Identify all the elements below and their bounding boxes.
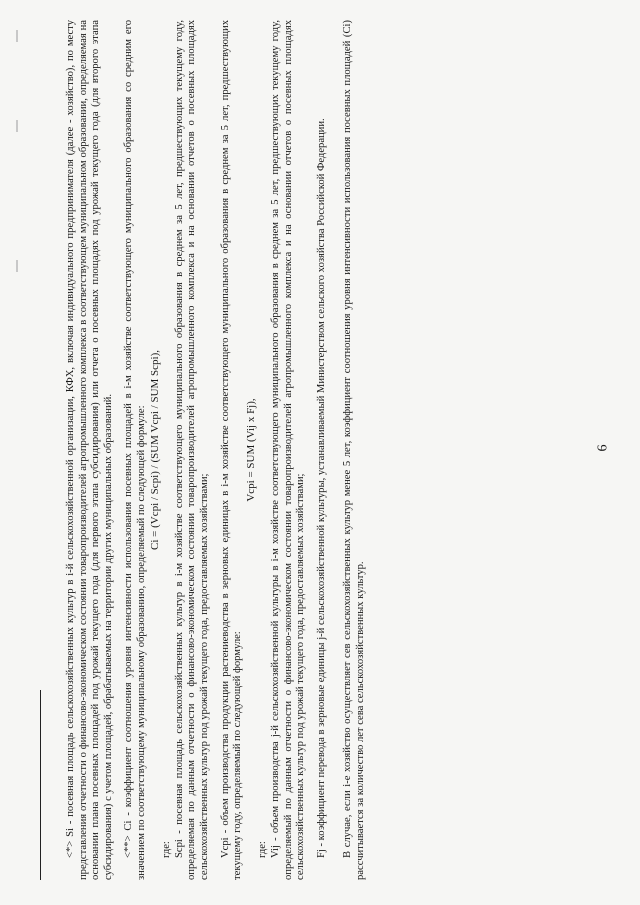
scan-mark [16, 30, 18, 42]
page-number: 6 [595, 444, 611, 452]
where-label: где: [257, 841, 269, 858]
footnote-si: <*> Si - посевная площадь сельскохозяйственных культур в i-й сельскохозяйственной организации, КФХ, включая индивидуального предпринимателя (далее - хозяйство), по месту представления отчетности о финансово-экономическом состоянии товаропроизводителей агропромышленного комплекса в соответствующем муниципальном образовании, определяемая на основании плана посевных площадей под урожай текущего года (для первого этапа субсидирования) или отчета о посевных площадях под урожай текущего года (для второго этапа субсидирования) с учетом площадей, обрабатываемых на территории других муниципальных образований. [65, 20, 114, 880]
scan-mark [16, 120, 18, 132]
formula-vcpi: Vcpi = SUM (Vij x Fj), [244, 398, 257, 502]
definition-fj: Fj - коэффициент перевода в зерновые единицы j-й сельскохозяйственной культуры, устанавливаемый Министерством сельского хозяйства Российской Федерации. [315, 118, 327, 858]
definition-vcpi: Vcpi - объем производства продукции растениеводства в зерновых единицах в i-м хозяйстве соответствующего муниципального образования в среднем за 5 лет, предшествующих текущему году, определяемый по следующей формуле: [219, 20, 244, 880]
formula-ci: Ci = (Vcpi / Scpi) / (SUM Vcpi / SUM Scpi), [148, 349, 161, 551]
scan-mark [16, 260, 18, 272]
final-paragraph: В случае, если i-е хозяйство осуществляет сев сельскохозяйственных культур менее 5 лет, коэффициент соотношения уровня интенсивности использования посевных площадей (Ci) рассчитывается за количество лет сева сельскохозяйственных культур. [342, 20, 366, 880]
rotated-document-body [40, 20, 600, 880]
where-label: где: [161, 841, 173, 858]
definition-scpi: Scpi - посевная площадь сельскохозяйственных культур в i-м хозяйстве соответствующего муниципального образования в среднем за 5 лет, предшествующих текущему году, определяемая по данным отчетности о финансово-экономическом состоянии товаропроизводителей агропромышленного комплекса и на основании отчетов о посевных площадях сельскохозяйственных культур под урожай текущего года, предоставляемых хозяйствами; [173, 20, 210, 880]
footnote-ci: <**> Ci - коэффициент соотношения уровня интенсивности использования посевных площадей в i-м хозяйстве соответствующего муниципального образования со средним его значением по соответствующему муниципальному образованию, определяемый по следующей формуле: [123, 20, 147, 880]
footnote-rule [40, 690, 41, 880]
definition-vij: Vij - объем производства j-й сельскохозяйственной культуры в i-м хозяйстве соответствующего муниципального образования в среднем за 5 лет, предшествующих текущему году, определяемый по данным отчетности о финансово-экономическом состоянии товаропроизводителей агропромышленного комплекса и на основании отчетов о посевных площадях сельскохозяйственных культур под урожай текущего года, предоставляемых хозяйствами; [269, 20, 307, 880]
